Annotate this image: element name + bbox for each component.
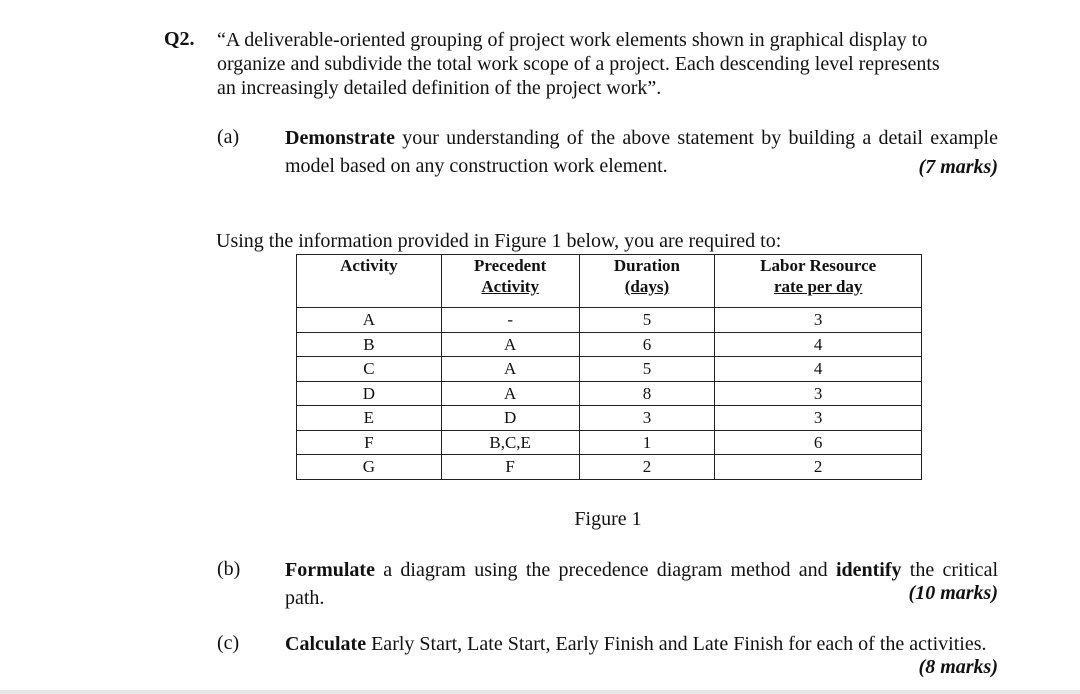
part-c-body: Early Start, Late Start, Early Finish and Late Finish for each of the activities. (366, 633, 987, 655)
table-row: A - 5 3 (297, 308, 922, 333)
table-row: C A 5 4 (297, 357, 922, 382)
part-b-body-1: a diagram using the precedence diagram method and (374, 559, 836, 581)
figure-caption: Figure 1 (574, 508, 642, 530)
part-b-bold-identify: identify (835, 559, 902, 581)
part-b-text (285, 556, 998, 612)
part-a-body: your understanding of the above statement by building a detail example model based on any construction work element. (285, 127, 998, 177)
question-quote-line-2: organize and subdivide the total work scope of a project. Each descending level represents (217, 53, 940, 75)
table-row: D A 8 3 (297, 381, 922, 406)
part-b-body-2: the critical path. (285, 559, 998, 609)
part-b-marks: (10 marks) (908, 582, 998, 604)
table-row: F B,C,E 1 6 (297, 430, 922, 455)
instructions-intro: Using the information provided in Figure 1 below, you are required to: (216, 230, 782, 252)
part-a-label: (a) (217, 126, 240, 148)
part-c-label: (c) (217, 632, 240, 654)
table-header-row (297, 255, 922, 308)
header-labor-resource: Labor Resource rate per day (715, 255, 922, 308)
part-c-marks: (8 marks) (918, 656, 998, 678)
activity-table (296, 254, 922, 480)
table-row: G F 2 2 (297, 455, 922, 480)
question-number: Q2. (164, 28, 195, 50)
part-b-label: (b) (217, 558, 241, 580)
question-quote-line-3: an increasingly detailed definition of the project work”. (217, 77, 662, 99)
part-a-bold: Demonstrate (285, 127, 395, 149)
bottom-scrollbar-track (0, 690, 1080, 694)
part-c-bold: Calculate (285, 633, 367, 655)
part-b-bold-formulate: Formulate (285, 559, 375, 581)
header-precedent-activity: Precedent Activity (441, 255, 579, 308)
question-quote-line-1: “A deliverable-oriented grouping of project work elements shown in graphical display to (217, 29, 928, 51)
header-duration: Duration (days) (579, 255, 715, 308)
header-activity: Activity (297, 255, 442, 308)
part-a-text (285, 124, 998, 180)
table-row: E D 3 3 (297, 406, 922, 431)
table-row: B A 6 4 (297, 332, 922, 357)
part-a-marks: (7 marks) (918, 156, 998, 178)
part-c-text (285, 630, 998, 658)
